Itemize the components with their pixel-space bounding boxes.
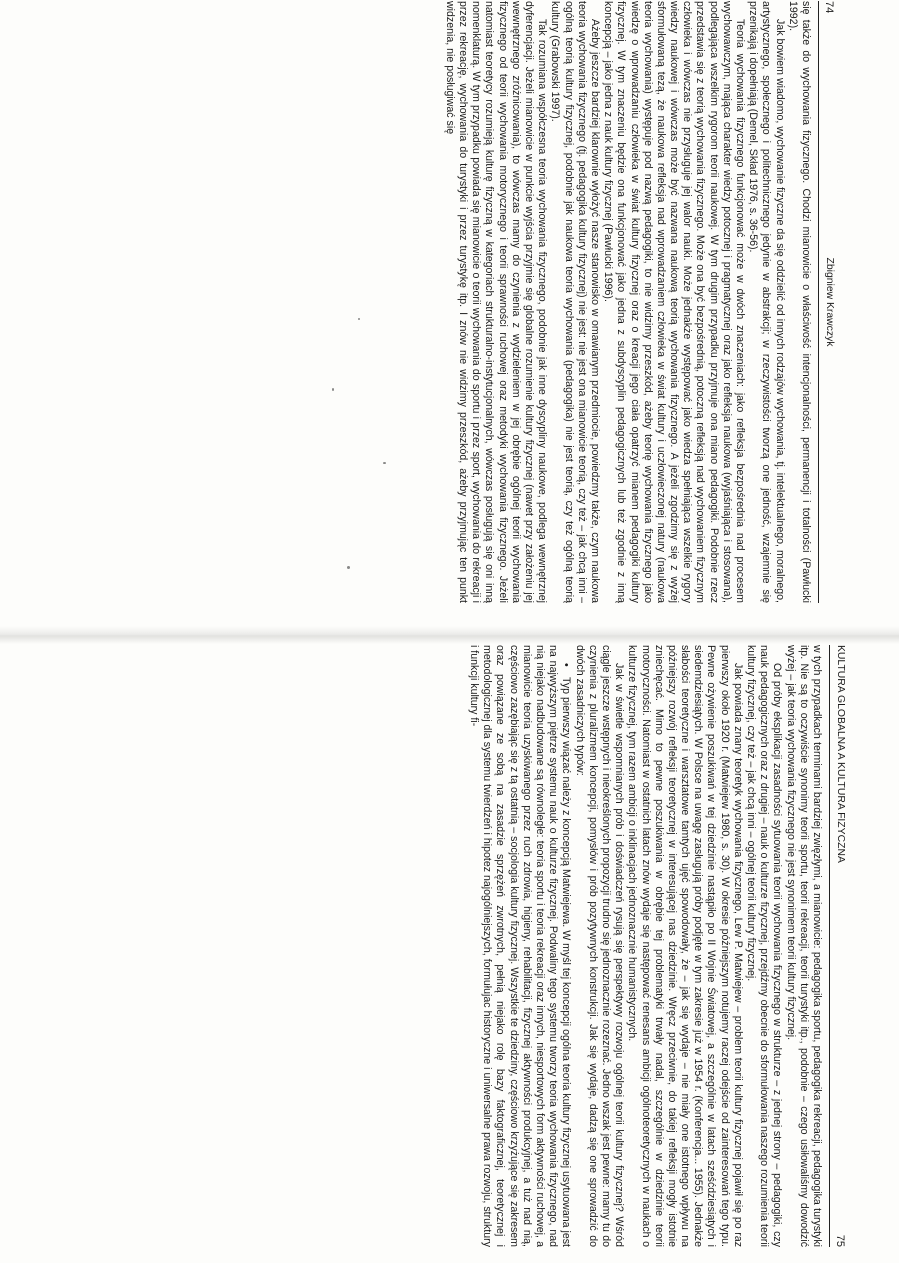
paragraph: Jak w świetle wspomnianych prób i doświadczeń rysują się perspektywy rozwoju ogólnej teorii kultury fizycznej? Wśród ciągle jeszcze wstępnych i nieokreślonych propozycji trudno się jednoznacznie rozeznać. Jedno wszak jest pewne: mamy tu do czynienia z pluralizmem koncepcji, pomysłów i prób pozytywnych konstrukcji. Jak się wydaje, dadzą się one sprowadzić do dwóch zasadniczych typów: — [573, 645, 626, 1247]
paragraph: Ażeby jeszcze bardziej klarownie wyłożyć nasze stanowisko w omawianym przedmiocie, powiedzmy także, czym naukowa teoria wychowania fizycznego (tj. pedagogika kultury fizycznej) nie jest: nie jest ona mianowicie teorią, czy też – jak chcą inni – ogólną teorią kultury fizycznej, podobnie jak naukowa teoria wychowania (pedagogika) nie jest teorią, czy też ogólną teorią kultury (Grabowski 1997). — [549, 1, 601, 603]
paragraph: w tych przypadkach terminami bardziej zwięzłymi, a mianowicie: pedagogika sportu, pedagogika rekreacji, pedagogika turystyki itp. Nie są to oczywiście synonimy teorii sportu, teorii rekreacji, teorii turystyki itp., podobnie – czego usiłowaliśmy dowodzić wyżej – jak teoria wychowania fizycznego nie jest synonimem teorii kultury fizycznej. — [784, 645, 823, 1247]
book-gutter-fold — [0, 626, 899, 644]
page-header — [818, 1, 835, 603]
bullet-icon: • — [560, 663, 573, 667]
paragraph: Teoria wychowania fizycznego funkcjonować może w dwóch znaczeniach: jako refleksja bezpośrednia nad procesem wychowawczym, mająca charakter wiedzy potocznej i pragmatycznej oraz jako refleksja naukowa (wyjaśniająca i stosowana), podlegająca wszelkim rygorom teorii naukowej. W tym drugim przypadku przyjmuje ona miano pedagogiki. Podobnie rzecz przedstawia się z teorią wychowania fizycznego. Może ona być bezpośrednią, potoczną refleksją nad wychowaniem fizycznym człowieka i wówczas nie przysługuje jej walor nauki. Może jednakże występować jako wiedza spełniająca wszelkie rygory wiedzy naukowej i wówczas może być nazwana naukową teorią wychowania fizycznego. A jeżeli zgodzimy się z wyżej sformułowaną tezą, że naukowa refleksja nad wprowadzaniem człowieka w świat kultury i uczłowieczonej natury (naukowa teoria wychowania) występuje pod nazwą pedagogiki, to nie widzimy przeszkód, ażeby teorię wychowania fizycznego jako wiedzę o wprowadzaniu człowieka w świat kultury fizycznej oraz o kreacji jego ciała opatrzyć mianem pedagogiki kultury fizycznej. W tym znaczeniu będzie ona funkcjonować jako jedna z subdyscyplin pedagogicznych lub też zgodnie z inną koncepcją – jako jedna z nauk kultury fizycznej (Pawłucki 1996). — [602, 1, 747, 603]
paragraph: Od próby eksplikacji zasadności sytuowania teorii wychowania fizycznego w strukturze – z jednej strony – pedagogiki, czy nauk pedagogicznych oraz z drugiej – nauk o kulturze fizycznej, przejdźmy obecnie do sformułowania naszego rozumienia teorii kultury fizycznej, czy też – jak chcą inni – ogólnej teorii kultury fizycznej. — [745, 645, 784, 1247]
page-header — [829, 645, 846, 1247]
bullet-text: Typ pierwszy wiązać należy z koncepcją Matwiejewa. W myśl tej koncepcji ogólna teoria kultury fizycznej usytuowana jest na najwyższym piętrze systemu nauk o kulturze fizycznej. Podwaliny tego systemu tworzy teoria wychowania fizycznego, nad nią niejako nadbudowane są równoległe: teoria sportu i teoria rekreacji oraz innych, niesportowych form aktywności ruchowej, a mianowicie teoria uzyskiwanego przez ruch zdrowia, higieny, rehabilitacji, fizycznej aktywności produkcyjnej, a tuż nad nią, częściowo zazębiając się z tą ostatnią – socjologia kultury fizycznej. Wszystkie te dziedziny, częściowo krzyżujące się zakresem oraz powiązane ze sobą na zasadzie sprzężeń zwrotnych, pełnią niejako rolę bazy faktograficznej, teoretycznej i metodologicznej dla systemu twierdzeń i hipotez najogólniejszych, formułujac historyczne i uniwersalne prawa rozwoju, struktury i funkcji kultury fi- — [468, 645, 573, 1247]
paragraph: Jak bowiem wiadomo, wychowanie fizyczne da się oddzielić od innych rodzajów wychowania, tj. intelektualnego, moralnego, artystycznego, społecznego i politechnicznego jedynie w abstrakcji; w rzeczywistości tworzą one jedność, wzajemnie się przenikają i dopełniają (Demel, Skład 1976, s. 36-56). — [747, 1, 786, 603]
running-head-title: KULTURA GLOBALNA A KULTURA FIZYCZNA — [835, 645, 846, 863]
paragraph: się także do wychowania fizycznego. Chodzi mianowicie o właściwość intencjonalności, permanencji i totalności (Pawłucki 1992). — [786, 1, 812, 603]
running-head-author: Zbigniew Krawczyk — [824, 257, 835, 347]
page-number: 74 — [823, 1, 835, 14]
page-number: 75 — [834, 1234, 846, 1247]
right-page — [56, 645, 846, 1247]
left-page — [65, 1, 835, 603]
paragraph: Jak powiada znany teoretyk wychowania fizycznego, Lew P. Matwiejew – problem teorii kultury fizycznej pojawił się po raz pierwszy około 1920 r. (Matwiejew 1980, s. 30). W okresie późniejszym notujemy raczej odejście od zainteresowań tego typu. Pewne ożywienie poszukiwań w tej dziedzinie nastąpiło po II Wojnie Światowej, a szczególnie w latach sześćdziesiątych i siedemdziesiątych. W Polsce na uwagę zasługują próby podjęte w tym zakresie już w 1954 r. (Konferencja... 1955). Jednakże słabości teoretyczne i warsztatowe tamtych ujęć spowodowały, że – jak się wydaje – nie miały one istotnego wpływu na późniejszy rozwój refleksji teoretycznej w interesującej nas dziedzinie. Wręcz przeciwnie, do takiej refleksji mogły istotnie zniechęcać. Mimo to pewne poszukiwania w obrębie tej problematyki trwały nadal, szczególnie w dziedzinie teorii motoryczności. Natomiast w ostatnich latach znów wydaje się następować renesans ambicji ogólnoteoretycznych w naukach o kulturze fizycznej, tym razem ambicji o inklinacjach jednoznacznie humanistycznych. — [626, 645, 744, 1247]
paragraph: Tak rozumiana współczesna teoria wychowania fizycznego, podobnie jak inne dyscypliny naukowe, podlega wewnętrznej dyferencjacji. Jeżeli mianowicie w punkcie wyjścia przyjmie się globalne rozumienie kultury fizycznej (nawet przy założeniu jej wewnętrznego zróżnicowania), to wówczas mamy do czynienia z wydzieleniem w jej obrębie ogólnej teorii wychowania fizycznego od teorii wychowania motorycznego i teorii sprawności ruchowej oraz metodyki wychowania fizycznego. Jeżeli natomiast teoretycy rozumieją kulturę fizyczną w kategoriach strukturalno-instytucjonalnych, wówczas posługują się oni inną nomenklaturą. W tym przypadku powiada się mianowicie o teorii wychowania do sportu i przez sport, wychowania do rekreacji i przez rekreację, wychowania do turystyki i przez turystykę itp. I znów nie widzimy przeszkód, ażeby przyjmując ten punkt widzenia, nie posługiwać się — [443, 1, 549, 603]
bullet-paragraph — [467, 645, 573, 1247]
